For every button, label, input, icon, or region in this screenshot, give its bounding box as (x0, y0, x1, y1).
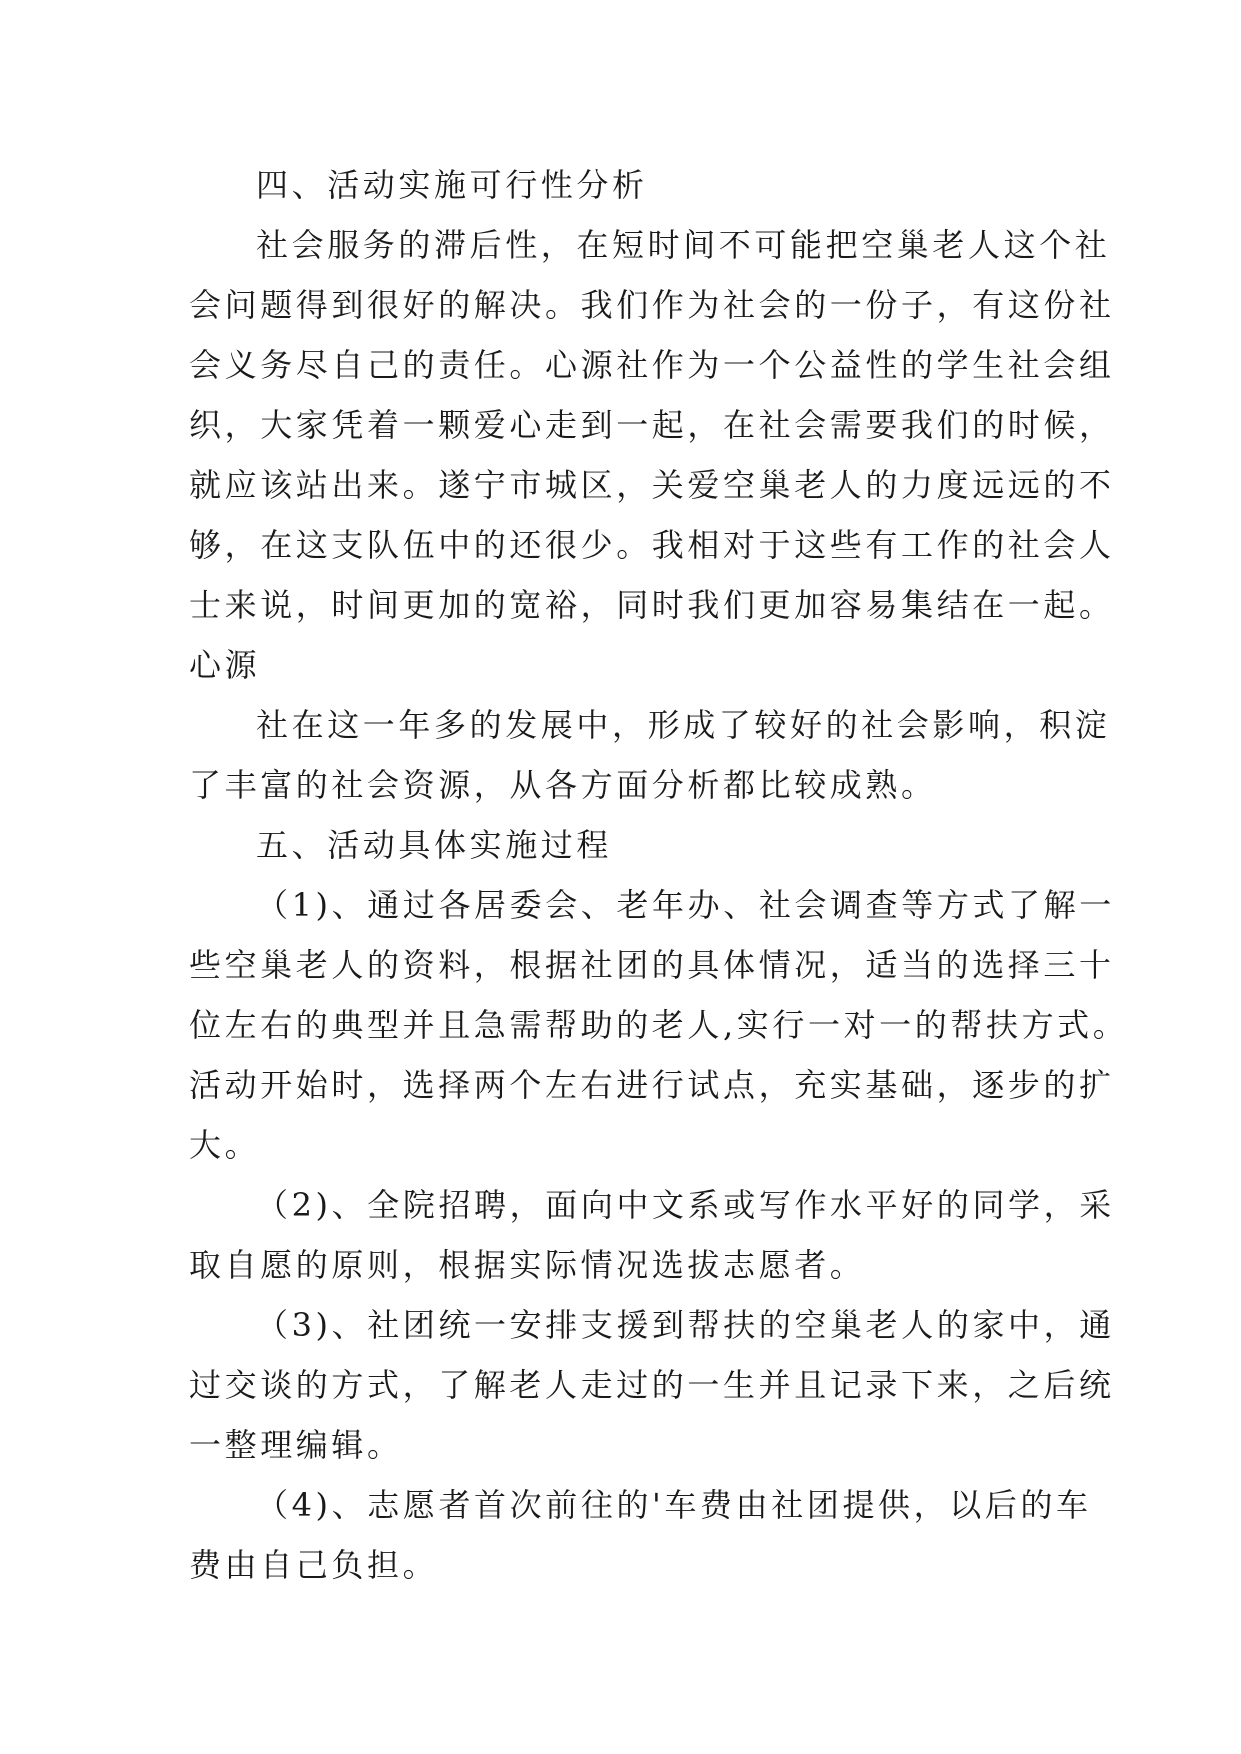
paragraph-line: 够，在这支队伍中的还很少。我相对于这些有工作的社会人 (189, 526, 1115, 564)
paragraph-line: 大。 (189, 1126, 261, 1164)
paragraph-line: 活动开始时，选择两个左右进行试点，充实基础，逐步的扩 (189, 1066, 1115, 1104)
paragraph-line: 织，大家凭着一颗爱心走到一起，在社会需要我们的时候， (189, 406, 1115, 444)
paragraph-line: 士来说，时间更加的宽裕，同时我们更加容易集结在一起。 (189, 586, 1115, 624)
paragraph-line: 心源 (189, 646, 261, 684)
list-item-4-line: （4)、志愿者首次前往的'车费由社团提供，以后的车 (256, 1486, 1092, 1524)
paragraph-line: 就应该站出来。遂宁市城区，关爱空巢老人的力度远远的不 (189, 466, 1115, 504)
paragraph-line: 会义务尽自己的责任。心源社作为一个公益性的学生社会组 (189, 346, 1115, 384)
section-heading-process: 五、活动具体实施过程 (256, 826, 613, 864)
paragraph-line: 了丰富的社会资源，从各方面分析都比较成熟。 (189, 766, 937, 804)
paragraph-line: 取自愿的原则，根据实际情况选拔志愿者。 (189, 1246, 866, 1284)
paragraph-line: 过交谈的方式，了解老人走过的一生并且记录下来，之后统 (189, 1366, 1115, 1404)
paragraph-line: 些空巢老人的资料，根据社团的具体情况，适当的选择三十 (189, 946, 1115, 984)
paragraph-line: 一整理编辑。 (189, 1426, 403, 1464)
paragraph-line: 位左右的典型并且急需帮助的老人,实行一对一的帮扶方式。 (189, 1006, 1129, 1044)
paragraph-line: 社在这一年多的发展中，形成了较好的社会影响，积淀 (256, 706, 1111, 744)
list-item-2-line: （2)、全院招聘，面向中文系或写作水平好的同学，采 (256, 1186, 1115, 1224)
list-item-1-line: （1)、通过各居委会、老年办、社会调查等方式了解一 (256, 886, 1115, 924)
paragraph-line: 社会服务的滞后性，在短时间不可能把空巢老人这个社 (256, 226, 1111, 264)
section-heading-feasibility: 四、活动实施可行性分析 (256, 166, 648, 204)
paragraph-line: 会问题得到很好的解决。我们作为社会的一份子，有这份社 (189, 286, 1115, 324)
paragraph-line: 费由自己负担。 (189, 1546, 439, 1584)
list-item-3-line: （3)、社团统一安排支援到帮扶的空巢老人的家中，通 (256, 1306, 1115, 1344)
